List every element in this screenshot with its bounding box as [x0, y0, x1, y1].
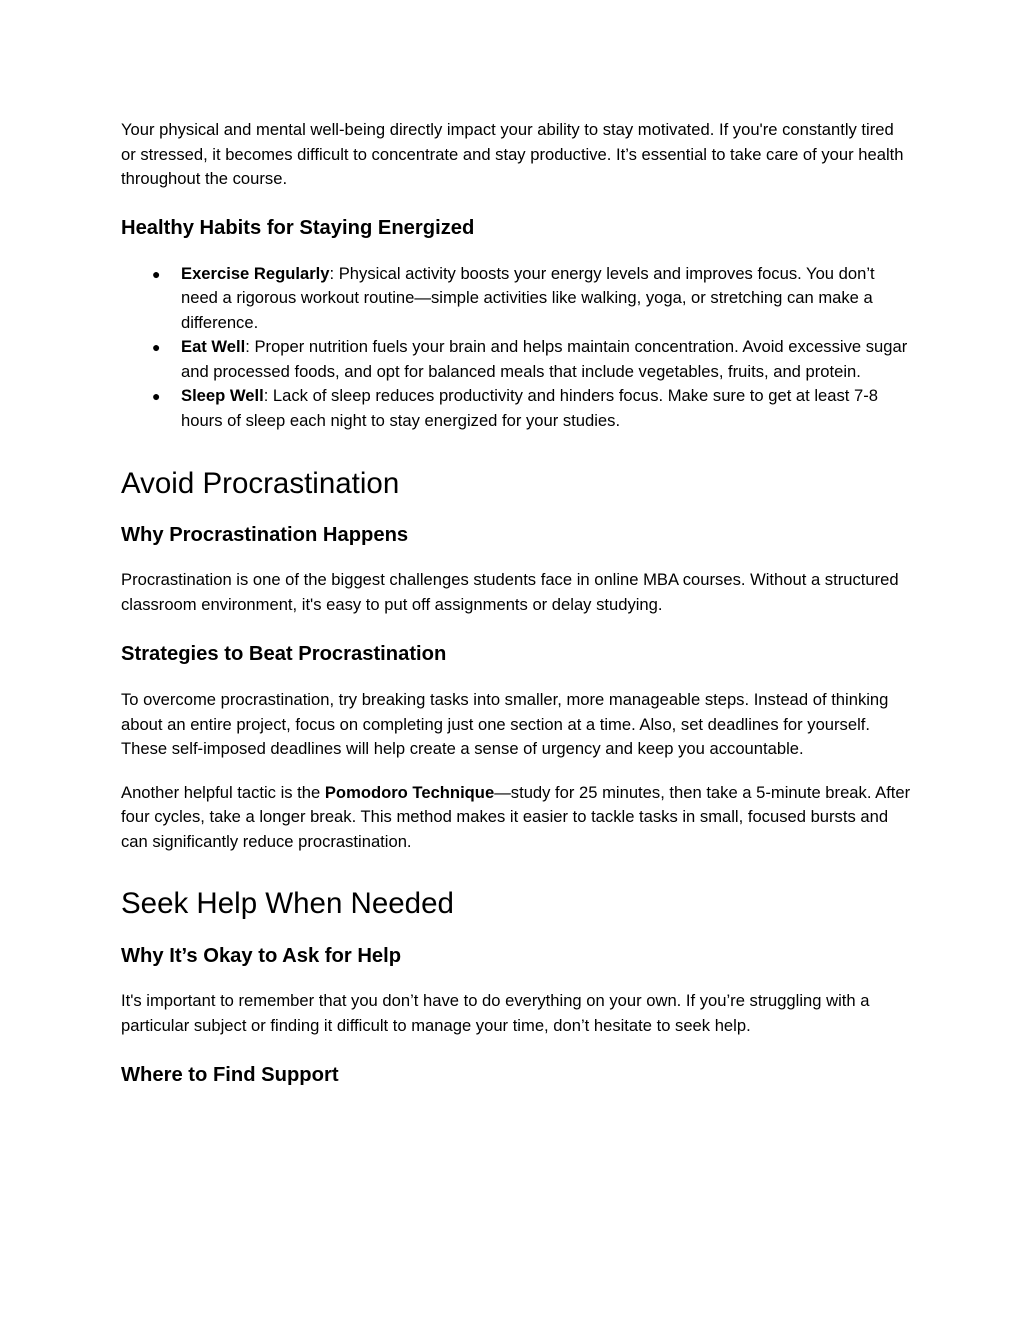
- document-page: [121, 118, 911, 1088]
- healthy-habits-list: [121, 262, 911, 434]
- strategies-heading: Strategies to Beat Procrastination: [121, 643, 447, 665]
- bullet-icon: ●: [152, 265, 161, 282]
- strategies-paragraph-2: [121, 781, 911, 855]
- list-item-exercise: [121, 262, 911, 336]
- list-item-term: Eat Well: [181, 337, 246, 356]
- intro-paragraph: Your physical and mental well-being directly impact your ability to stay motivated. If you're constantly tired or stressed, it becomes difficult to concentrate and stay productive. It’s essential to take care of your health throughout the course.: [121, 120, 904, 188]
- list-item-term: Exercise Regularly: [181, 263, 330, 283]
- pomodoro-detail-text: —study for 25 minutes, then take a 5-minute break. After four cycles, take a longer break. This method makes it easier to tackle tasks in small, focused bursts and can significantly reduce procrastination.: [121, 782, 911, 851]
- list-item-sleep: [121, 384, 911, 433]
- bullet-icon: ●: [152, 388, 161, 404]
- list-item-text: : Lack of sleep reduces productivity and hinders focus. Make sure to get at least 7-8 hours of sleep each night to stay energized for your studies.: [181, 386, 879, 430]
- procrastination-heading: Avoid Procrastination: [121, 467, 400, 500]
- why-ask-help-paragraph: It's important to remember that you don’t have to do everything on your own. If you’re struggling with a particular subject or finding it difficult to manage your time, don’t hesitate to seek help.: [121, 991, 870, 1035]
- why-procrastination-heading: Why Procrastination Happens: [121, 524, 409, 546]
- where-support-heading: Where to Find Support: [121, 1064, 339, 1086]
- list-item-text: : Physical activity boosts your energy levels and improves focus. You don’t need a rigorous workout routine—simple activities like walking, yoga, or stretching can make a difference.: [181, 263, 875, 332]
- strategies-paragraph-1: To overcome procrastination, try breaking tasks into smaller, more manageable steps. Instead of thinking about an entire project, focus on completing just one section at a time. Also, set deadlines for yourself. These self-imposed deadlines will help create a sense of urgency and keep you accountable.: [121, 690, 889, 758]
- list-item-text: : Proper nutrition fuels your brain and helps maintain concentration. Avoid excessive sugar and processed foods, and opt for balanced meals that include vegetables, fruits, and protein.: [181, 337, 908, 381]
- list-item-eat: [121, 335, 911, 384]
- seek-help-heading: Seek Help When Needed: [121, 887, 454, 920]
- why-procrastination-paragraph: Procrastination is one of the biggest challenges students face in online MBA courses. Without a structured classroom environment, it's easy to put off assignments or delay studying.: [121, 570, 899, 614]
- list-item-term: Sleep Well: [181, 386, 264, 405]
- pomodoro-intro-text: Another helpful tactic is the: [121, 782, 325, 802]
- bullet-icon: ●: [152, 339, 161, 355]
- healthy-habits-heading: Healthy Habits for Staying Energized: [121, 216, 475, 239]
- why-ask-help-heading: Why It’s Okay to Ask for Help: [121, 945, 402, 967]
- pomodoro-term: Pomodoro Technique: [324, 782, 495, 802]
